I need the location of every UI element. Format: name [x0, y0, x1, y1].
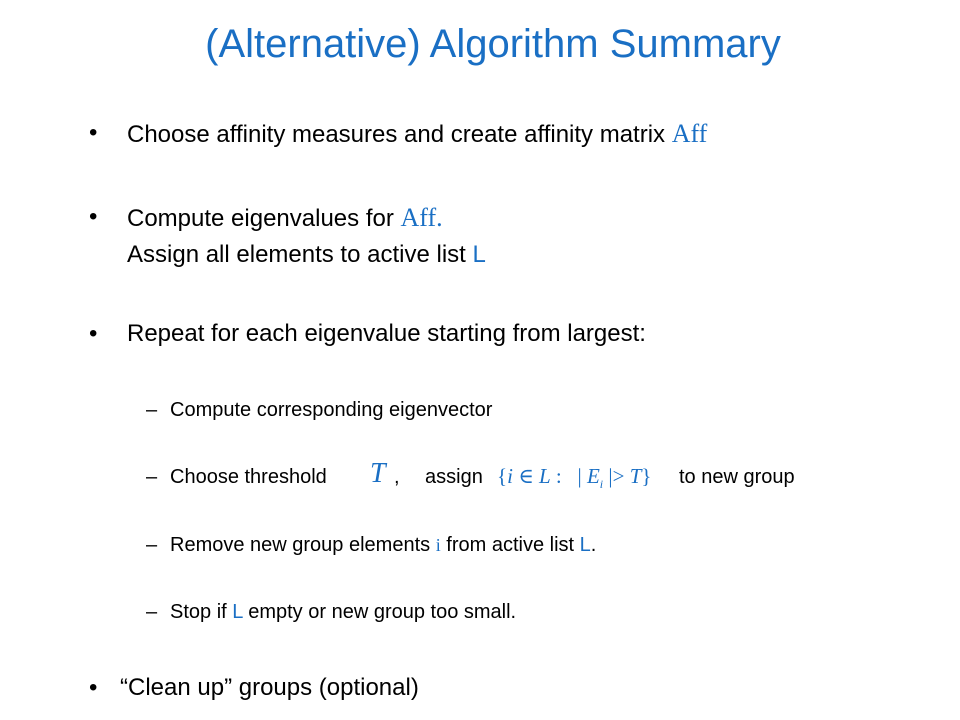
set-colon-bar: : |	[550, 464, 587, 488]
set-e-subscript: i	[599, 477, 604, 492]
math-threshold-t: T	[370, 458, 386, 489]
math-aff: Aff	[671, 119, 708, 148]
bullet-text: Choose affinity measures and create affinity matrix	[127, 121, 672, 148]
set-open-brace: {	[497, 464, 508, 488]
dash-marker: –	[146, 601, 158, 623]
subitem-text-to-new-group: to new group	[679, 466, 795, 488]
bullet-text: “Clean up” groups (optional)	[120, 674, 419, 701]
set-index-i: i	[507, 464, 513, 488]
subitem-eigenvector	[170, 400, 492, 420]
set-threshold-t: T	[629, 464, 642, 488]
subitem-text: Compute corresponding eigenvector	[170, 399, 493, 421]
set-list-l: L	[538, 464, 551, 488]
math-index-i: i	[435, 535, 441, 555]
bullet-marker: •	[89, 203, 98, 230]
math-set-expression	[497, 466, 651, 490]
var-l: L	[232, 601, 243, 623]
set-close-brace: }	[641, 464, 652, 488]
subitem-remove	[170, 535, 596, 555]
bullet-marker: •	[89, 674, 98, 701]
subitem-text: empty or new group too small.	[242, 601, 517, 623]
bullet-marker: •	[89, 119, 98, 146]
subitem-threshold-text	[170, 467, 327, 487]
dash-marker: –	[146, 399, 158, 421]
comma: ,	[394, 466, 400, 488]
bullet-item-cleanup	[120, 676, 419, 700]
slide-title: (Alternative) Algorithm Summary	[205, 22, 781, 66]
bullet-text: Compute eigenvalues for	[127, 205, 401, 232]
bullet-marker: •	[89, 320, 98, 347]
bullet-item-assign-line	[127, 243, 486, 267]
subitem-text: .	[590, 534, 597, 556]
set-bar-gt: |>	[603, 464, 630, 488]
bullet-text: Assign all elements to active list	[127, 241, 473, 268]
math-aff: Aff	[400, 203, 437, 232]
var-l: L	[579, 534, 591, 556]
var-l: L	[472, 241, 486, 268]
dash-marker: –	[146, 534, 158, 556]
subitem-text: Choose threshold	[170, 466, 327, 488]
subitem-text: Stop if	[170, 601, 233, 623]
set-e: E	[586, 464, 600, 488]
subitem-text: Remove new group elements	[170, 534, 436, 556]
bullet-item-eigenvalues	[127, 205, 443, 231]
math-period: .	[436, 203, 443, 232]
set-element-of: ∈	[512, 464, 539, 488]
subitem-stop	[170, 602, 516, 622]
dash-marker: –	[146, 466, 158, 488]
bullet-item-repeat	[127, 322, 646, 346]
subitem-text: from active list	[440, 534, 580, 556]
bullet-item-affinity	[127, 121, 707, 147]
subitem-text-assign: assign	[425, 466, 483, 488]
bullet-text: Repeat for each eigenvalue starting from largest:	[127, 320, 646, 347]
